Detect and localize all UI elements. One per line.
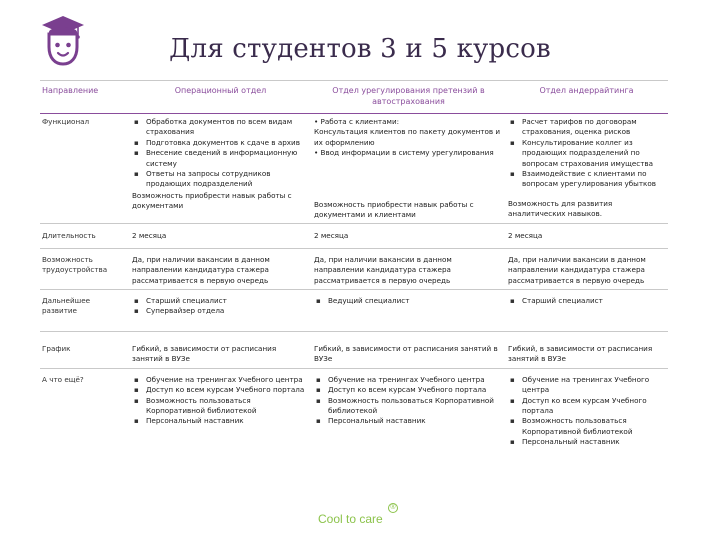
list-item: ▪ Взаимодействие с клиентами по вопросам урегулирования убытков xyxy=(508,169,665,190)
header-operations: Операционный отдел xyxy=(130,81,312,114)
list-item: ▪ Ответы на запросы сотрудников продающих подразделений xyxy=(132,169,309,190)
functional-claims xyxy=(312,114,506,224)
table-cell: Да, при наличии вакансии в данном направлении кандидатура стажера рассматривается в первую очередь xyxy=(312,248,506,289)
table-cell: Да, при наличии вакансии в данном направлении кандидатура стажера рассматривается в первую очередь xyxy=(506,248,668,289)
table-cell: 2 месяца xyxy=(130,224,312,248)
list-item: ▪ Возможность пользоваться Корпоративной библиотекой xyxy=(508,416,665,437)
list-item: ▪ Доступ ко всем курсам Учебного портала xyxy=(132,385,309,395)
list-item: ▪ Персональный наставник xyxy=(508,437,665,447)
table-row-extra xyxy=(40,368,668,450)
table-row-duration xyxy=(40,224,668,248)
row-label: Функционал xyxy=(40,114,130,224)
table-cell xyxy=(506,290,668,332)
list-item: ▪ Старший специалист xyxy=(508,296,665,306)
table-cell: Гибкий, в зависимости от расписания занятий в ВУЗе xyxy=(130,331,312,368)
page-title: Для студентов 3 и 5 курсов xyxy=(169,34,551,64)
text-line: • Ввод информации в систему урегулирования xyxy=(314,148,494,158)
table-cell: 2 месяца xyxy=(312,224,506,248)
table-cell xyxy=(130,290,312,332)
table-cell xyxy=(312,368,506,450)
functional-note: Возможность для развития аналитических навыков. xyxy=(508,198,613,219)
list-item: ▪ Обучение на тренингах Учебного центра xyxy=(314,375,503,385)
table-row-growth xyxy=(40,290,668,332)
row-label: Длительность xyxy=(40,224,130,248)
functional-operations xyxy=(130,114,312,224)
list-item: ▪ Обучение на тренингах Учебного центра xyxy=(132,375,309,385)
functional-underwriting xyxy=(506,114,668,224)
functional-note: Возможность приобрести навык работы с документами xyxy=(132,190,292,211)
row-label: А что ещё? xyxy=(42,374,84,384)
list-item: ▪ Расчет тарифов по договорам страхования, оценка рисков xyxy=(508,117,665,138)
table-cell: Гибкий, в зависимости от расписания занятий в ВУЗе xyxy=(506,331,668,368)
row-label: График xyxy=(40,331,130,368)
list-item: ▪ Персональный наставник xyxy=(132,416,309,426)
comparison-table xyxy=(40,80,668,451)
list-item: ▪ Возможность пользоваться Корпоративной библиотекой xyxy=(132,396,309,417)
header-direction: Направление xyxy=(40,81,130,114)
list-item: ▪ Обработка документов по всем видам страхования xyxy=(132,117,309,138)
table-cell xyxy=(506,368,668,450)
row-label: Дальнейшее развитие xyxy=(40,290,130,332)
registered-mark: ® xyxy=(388,503,398,513)
table-row-functional xyxy=(40,114,668,224)
footer-slogan: Cool to care xyxy=(318,512,383,526)
table-cell xyxy=(312,290,506,332)
table-cell: Гибкий, в зависимости от расписания занятий в ВУЗе xyxy=(312,331,506,368)
list-item: ▪ Ведущий специалист xyxy=(314,296,503,306)
table-cell: Да, при наличии вакансии в данном направлении кандидатура стажера рассматривается в первую очередь xyxy=(130,248,312,289)
list-item: ▪ Персональный наставник xyxy=(314,416,503,426)
table-header-row xyxy=(40,81,668,114)
table-row-schedule xyxy=(40,331,668,368)
header-claims: Отдел урегулирования претензий в автострахования xyxy=(312,81,506,114)
text-line: • Работа с клиентами: xyxy=(314,117,400,126)
table-row-employment xyxy=(40,248,668,289)
list-item: ▪ Супервайзер отдела xyxy=(132,306,309,316)
list-item: ▪ Старший специалист xyxy=(132,296,309,306)
text-line: Консультация клиентов по пакету документов и их оформлению xyxy=(314,127,501,147)
table-cell xyxy=(130,368,312,450)
list-item: ▪ Подготовка документов к сдаче в архив xyxy=(132,138,309,148)
list-item: ▪ Доступ ко всем курсам Учебного портала xyxy=(314,385,503,395)
functional-note: Возможность приобрести навык работы с документами и клиентами xyxy=(314,199,474,220)
list-item: ▪ Внесение сведений в информационную систему xyxy=(132,148,309,169)
list-item: ▪ Возможность пользоваться Корпоративной библиотекой xyxy=(314,396,503,417)
table-cell: 2 месяца xyxy=(506,224,668,248)
list-item: ▪ Консультирование коллег из продающих подразделений по вопросам страхования имущества xyxy=(508,138,665,169)
row-label: Возможность трудоустройства xyxy=(40,248,130,289)
list-item: ▪ Обучение на тренингах Учебного центра xyxy=(508,375,665,396)
header-underwriting: Отдел андеррайтинга xyxy=(506,81,668,114)
list-item: ▪ Доступ ко всем курсам Учебного портала xyxy=(508,396,665,417)
